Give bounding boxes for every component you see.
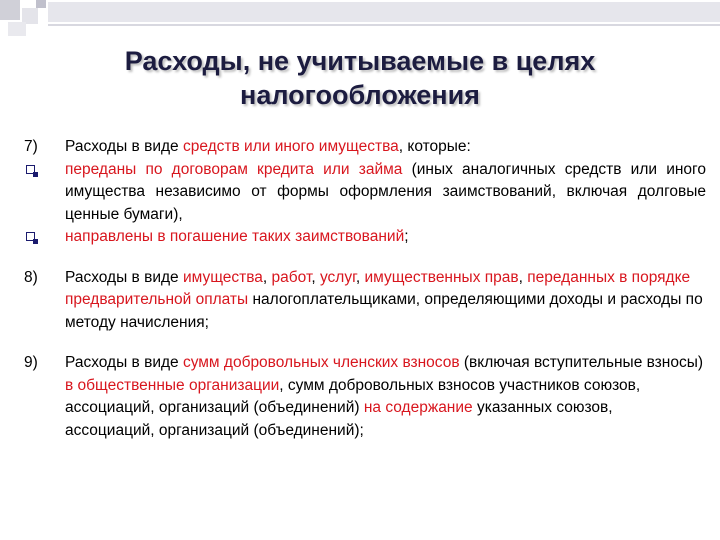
item-8-hl-prepayment: переданных в порядке предварительной оплаты <box>65 268 691 308</box>
item-8-text-end: налогоплательщиками, определяющими доходы и расходы по методу начисления; <box>65 291 703 331</box>
decorative-header-squares <box>0 0 720 40</box>
item-8-hl-property: имущества <box>182 268 263 286</box>
item-8-sep: , <box>262 268 272 286</box>
item-7-text: Расходы в виде <box>65 138 183 155</box>
item-9 <box>16 352 706 442</box>
slide-title-line1: Расходы, не учитываемые в целях <box>124 46 596 76</box>
slide-title <box>0 44 720 112</box>
square-bullet-icon <box>26 232 35 241</box>
bullet-2-highlight: направлены в погашение таких заимствований <box>65 228 405 245</box>
item-7-number: 7) <box>24 138 38 155</box>
item-8-sep: , <box>355 268 365 286</box>
slide-content <box>16 136 706 442</box>
item-8-hl-works: работ <box>271 268 312 286</box>
item-9-text: , сумм добровольных взносов участников союзов, ассоциаций, организаций (объединений) <box>65 376 641 416</box>
item-8-number: 8) <box>24 268 38 286</box>
item-8-hl-services: услуг <box>319 268 356 286</box>
item-9-text-end: указанных союзов, ассоциаций, организаций (объединений); <box>65 399 613 439</box>
item-8-text: Расходы в виде <box>65 268 183 286</box>
item-7 <box>16 136 706 159</box>
item-9-number: 9) <box>24 354 38 371</box>
slide-title-line2: налогообложения <box>240 80 480 110</box>
item-9-hl-orgs: в общественные организации <box>65 376 280 394</box>
item-7-bullet-1 <box>16 159 706 227</box>
item-7-bullet-2 <box>16 226 706 249</box>
item-8-sep: , <box>518 268 528 286</box>
square-bullet-icon <box>26 165 35 174</box>
item-9-text: (включая вступительные взносы) <box>459 354 704 371</box>
bullet-2-text: ; <box>404 228 409 245</box>
item-9-hl-maintenance: на содержание <box>363 399 473 416</box>
item-9-text: Расходы в виде <box>65 354 183 371</box>
bullet-1-text: (иных аналогичных средств или иного имущества независимо от формы оформления заимствований, включая долговые ценные бумаги), <box>65 160 706 223</box>
item-8 <box>16 267 706 335</box>
item-7-highlight: средств или иного имущества <box>182 138 399 155</box>
item-7-text-end: , которые: <box>398 138 471 155</box>
bullet-1-highlight: переданы по договорам кредита или займа <box>65 160 403 178</box>
item-8-sep: , <box>311 268 320 286</box>
item-9-hl-fees: сумм добровольных членских взносов <box>182 354 460 371</box>
item-8-hl-rights: имущественных прав <box>364 268 519 286</box>
